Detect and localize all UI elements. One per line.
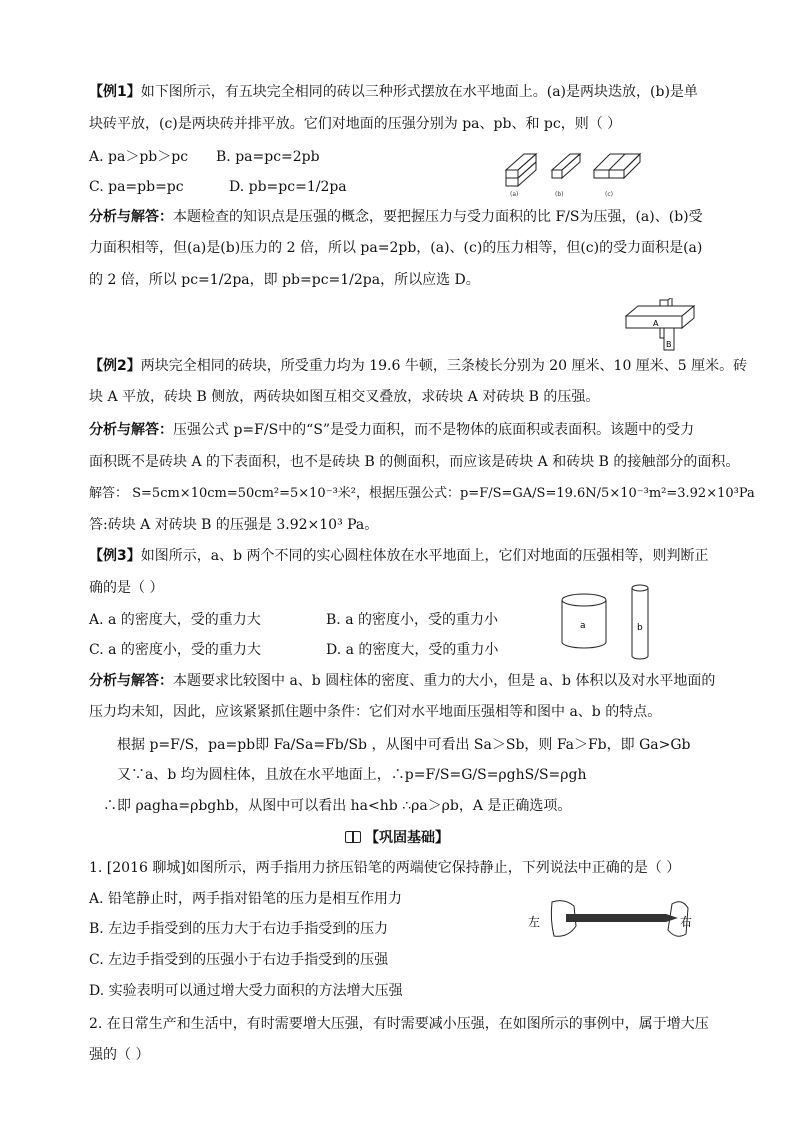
q1-pencil-fingers-figure bbox=[524, 896, 704, 944]
ex1-tag: 【例1】 bbox=[89, 84, 141, 100]
q1-fig-label-left: 左 bbox=[528, 915, 541, 929]
q1-option-b: B. 左边手指受到的压力大于右边手指受到的压力 bbox=[89, 921, 389, 937]
ex1-analysis-line1: 分析与解答：本题检查的知识点是压强的概念，要把握压力与受力面积的比 F/S为压强，(a)、(b)受 bbox=[89, 209, 703, 225]
ex1-option-b: B. pa=pc=2pb bbox=[216, 149, 320, 165]
ex3-analysis-line1: 分析与解答：本题要求比较图中 a、b 圆柱体的密度、重力的大小，但是 a、b 体积以及对水平地面的 bbox=[89, 673, 716, 689]
ex2-answer: 答:砖块 A 对砖块 B 的压强是 3.92×10³ Pa。 bbox=[89, 517, 379, 533]
ex3-option-c: C. a 的密度小，受的重力大 bbox=[89, 642, 261, 658]
q2-stem-line1: 2. 在日常生产和生活中，有时需要增大压强，有时需要减小压强，在如图所示的事例中，属于增大压 bbox=[89, 1016, 709, 1032]
ex3-option-d: D. a 的密度大，受的重力小 bbox=[326, 642, 499, 658]
q1-option-c: C. 左边手指受到的压强小于右边手指受到的压强 bbox=[89, 952, 389, 968]
ex1-option-c: C. pa=pb=pc bbox=[89, 179, 184, 195]
ex2-crossed-bricks-figure bbox=[620, 298, 700, 353]
ex1-analysis-line3: 的 2 倍，所以 pc=1/2pa，即 pb=pc=1/2pa，所以应选 D。 bbox=[89, 272, 480, 288]
ex1-option-d: D. pb=pc=1/2pa bbox=[229, 179, 347, 195]
ex2-solution: 解答： S=5cm×10cm=50cm²=5×10⁻³米²，根据压强公式：p=F/S=GA/S=19.6N/5×10⁻³m²=3.92×10³Pa bbox=[89, 486, 755, 501]
ex1-stem-line2: 块砖平放，(c)是两块砖并排平放。它们对地面的压强分别为 pa、pb、和 pc，则（ ） bbox=[89, 116, 622, 132]
ex2-fig-label-b: B bbox=[666, 340, 672, 349]
ex2-stem-line1: 【例2】两块完全相同的砖块，所受重力均为 19.6 牛顿，三条棱长分别为 20 厘米、10 厘米、5 厘米。砖 bbox=[89, 358, 748, 374]
ex1-analysis-line2: 力面积相等，但(a)是(b)压力的 2 倍，所以 pa=2pb，(a)、(c)的压力相等，但(c)的受力面积是(a) bbox=[89, 240, 703, 256]
ex3-analysis-line5: ∴即 ρagha=ρbghb，从图中可以看出 ha<hb ∴ρa＞ρb，A 是正确选项。 bbox=[103, 798, 572, 814]
ex1-option-a: A. pa＞pb＞pc bbox=[89, 149, 189, 165]
q1-fig-label-right: 右 bbox=[680, 915, 693, 929]
ex2-stem-line2: 块 A 平放，砖块 B 侧放，两砖块如图互相交叉叠放，求砖块 A 对砖块 B 的压强。 bbox=[89, 389, 600, 405]
ex1-fig-caption-a: (a) bbox=[510, 191, 519, 198]
q1-option-a: A. 铅笔静止时，两手指对铅笔的压力是相互作用力 bbox=[89, 891, 403, 907]
q1-stem: 1. [2016 聊城]如图所示，两手指用力挤压铅笔的两端使它保持静止，下列说法中正确的是（ ） bbox=[89, 860, 681, 876]
ex2-analysis-line1: 分析与解答：压强公式 p=F/S中的“S”是受力面积，而不是物体的底面积或表面积。该题中的受力 bbox=[89, 422, 695, 438]
ex3-stem-line2: 确的是（ ） bbox=[89, 580, 164, 596]
ex3-stem-line1: 【例3】如图所示，a、b 两个不同的实心圆柱体放在水平地面上，它们对地面的压强相等，则判断正 bbox=[89, 548, 709, 564]
ex2-analysis-line2: 面积既不是砖块 A 的下表面积，也不是砖块 B 的侧面积，而应该是砖块 A 和砖块 B 的接触部分的面积。 bbox=[89, 454, 740, 470]
ex1-fig-caption-c: (c) bbox=[605, 191, 613, 198]
ex3-option-a: A. a 的密度大，受的重力大 bbox=[89, 612, 261, 628]
ex3-analysis-line4: 又∵a、b 均为圆柱体，且放在水平地面上，∴p=F/S=G/S=ρghS/S=ρgh bbox=[117, 767, 587, 783]
ex3-fig-label-b: b bbox=[637, 623, 643, 633]
ex3-option-b: B. a 的密度小，受的重力小 bbox=[326, 612, 498, 628]
ex2-fig-label-a: A bbox=[653, 319, 659, 328]
ex3-analysis-line3: 根据 p=F/S，pa=pb即 Fa/Sa=Fb/Sb ，从图中可看出 Sa＞Sb，则 Fa＞Fb，即 Ga>Gb bbox=[117, 737, 691, 753]
q1-option-d: D. 实验表明可以通过增大受力面积的方法增大压强 bbox=[89, 983, 403, 999]
ex3-fig-label-a: a bbox=[580, 621, 586, 631]
book-icon bbox=[345, 831, 361, 843]
ex1-fig-caption-b: (b) bbox=[555, 191, 564, 198]
ex1-stem-line1: 【例1】如下图所示，有五块完全相同的砖以三种形式摆放在水平地面上。(a)是两块迭放，(b)是单 bbox=[89, 84, 698, 100]
ex3-cylinders-figure bbox=[548, 578, 668, 670]
ex3-analysis-line2: 压力均未知，因此，应该紧紧抓住题中条件：它们对水平地面压强相等和图中 a、b 的特点。 bbox=[89, 704, 662, 720]
section-heading: 【巩固基础】 bbox=[345, 828, 449, 848]
q2-stem-line2: 强的（ ） bbox=[89, 1047, 150, 1063]
ex1-bricks-figure bbox=[500, 138, 645, 198]
